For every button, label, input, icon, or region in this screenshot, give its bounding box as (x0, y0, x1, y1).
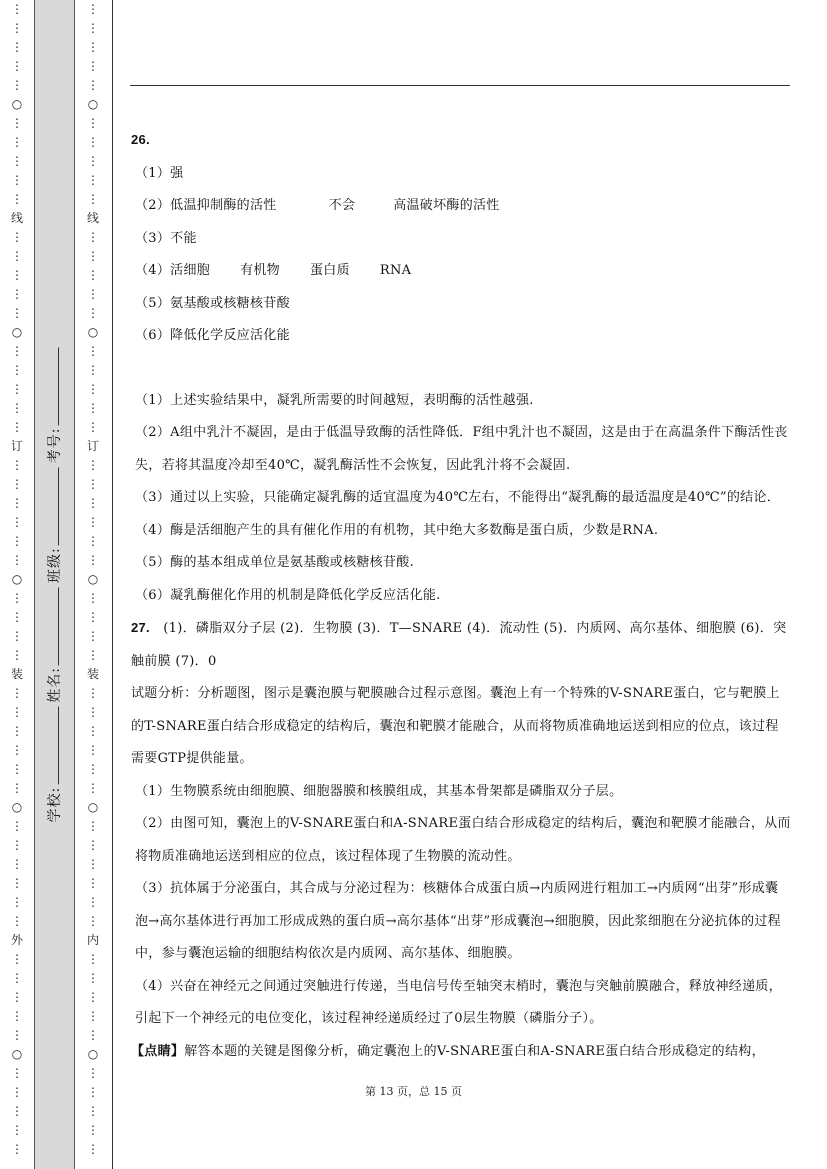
inner-binding-dot: ⋮ (87, 2, 99, 16)
outer-binding-circle: ○ (11, 800, 23, 814)
inner-binding-dot: ⋮ (87, 895, 99, 909)
inner-binding-dot: ⋮ (87, 781, 99, 795)
outer-binding-dot: ⋮ (11, 173, 23, 187)
outer-binding-dot: ⋮ (11, 724, 23, 738)
outer-binding-circle: ○ (11, 325, 23, 339)
inner-binding-dot: ⋮ (87, 420, 99, 434)
school-field: 学校: (44, 707, 64, 823)
inner-binding-dot: ⋮ (87, 705, 99, 719)
inner-binding-dot: ⋮ (87, 173, 99, 187)
outer-binding-dot: ⋮ (11, 249, 23, 263)
q26-answer-2: （2）低温抑制酶的活性 不会 高温破坏酶的活性 (135, 198, 500, 213)
q27-part-3: （3）抗体属于分泌蛋白，其合成与分泌过程为：核糖体合成蛋白质→内质网进行粗加工→内质网“出芽”形成囊泡→高尔基体进行再加工形成成熟的蛋白质→高尔基体“出芽”形成囊泡→细胞膜，因此浆细胞在分泌抗体的过程中，参与囊泡运输的细胞结构依次是内质网、高尔基体、细胞膜。 (135, 881, 781, 961)
inner-binding-circle: ○ (87, 325, 99, 339)
inner-binding-circle: ○ (87, 1047, 99, 1061)
outer-binding-dot: ⋮ (11, 952, 23, 966)
outer-binding-mark: 外 (10, 933, 23, 947)
inner-binding-dot: ⋮ (87, 534, 99, 548)
outer-binding-dot: ⋮ (11, 382, 23, 396)
inner-binding-mark: 订 (86, 439, 99, 453)
inner-binding-dot: ⋮ (87, 78, 99, 92)
inner-binding-dot: ⋮ (87, 59, 99, 73)
inner-binding-dot: ⋮ (87, 192, 99, 206)
inner-binding-dot: ⋮ (87, 21, 99, 35)
binding-margin (0, 0, 112, 1169)
inner-binding-dot: ⋮ (87, 553, 99, 567)
outer-binding-dot: ⋮ (11, 477, 23, 491)
inner-binding-dot: ⋮ (87, 154, 99, 168)
outer-binding-dot: ⋮ (11, 59, 23, 73)
outer-binding-dot: ⋮ (11, 40, 23, 54)
inner-binding-dot: ⋮ (87, 857, 99, 871)
outer-binding-dot: ⋮ (11, 895, 23, 909)
inner-binding-dot: ⋮ (87, 249, 99, 263)
inner-binding-dot: ⋮ (87, 876, 99, 890)
inner-binding-mark: 线 (86, 211, 99, 225)
q26-explanation-1: （1）上述实验结果中，凝乳所需要的时间越短，表明酶的活性越强. (135, 392, 534, 408)
outer-binding-dot: ⋮ (11, 306, 23, 320)
outer-binding-dot: ⋮ (11, 420, 23, 434)
outer-binding-dot: ⋮ (11, 268, 23, 282)
outer-binding-dot: ⋮ (11, 2, 23, 16)
page-footer: 第 13 页，总 15 页 (365, 1085, 462, 1098)
binding-border (112, 0, 113, 1169)
outer-binding-dot: ⋮ (11, 116, 23, 130)
outer-binding-dot: ⋮ (11, 1028, 23, 1042)
outer-binding-dot: ⋮ (11, 990, 23, 1004)
q26-answer-3: （3）不能 (135, 230, 197, 246)
name-field: 姓名: (44, 587, 64, 703)
outer-binding-circle: ○ (11, 572, 23, 586)
outer-binding-mark: 线 (10, 211, 23, 225)
q26-answer-5: （5）氨基酸或核糖核苷酸 (135, 295, 290, 311)
inner-binding-dot: ⋮ (87, 382, 99, 396)
header-rule (130, 85, 790, 86)
inner-binding-dot: ⋮ (87, 591, 99, 605)
inner-binding-mark: 内 (86, 933, 99, 947)
inner-binding-line (85, 0, 101, 1169)
outer-binding-dot: ⋮ (11, 21, 23, 35)
inner-binding-dot: ⋮ (87, 686, 99, 700)
inner-binding-dot: ⋮ (87, 743, 99, 757)
class-field: 班级: (44, 467, 64, 583)
inner-binding-dot: ⋮ (87, 1142, 99, 1156)
inner-binding-dot: ⋮ (87, 990, 99, 1004)
outer-binding-dot: ⋮ (11, 154, 23, 168)
inner-binding-dot: ⋮ (87, 116, 99, 130)
q27-tip: 【点睛】解答本题的关键是图像分析，确定囊泡上的V-SNARE蛋白和A-SNARE蛋白结合形成稳定的结构， (131, 1043, 765, 1059)
outer-binding-dot: ⋮ (11, 876, 23, 890)
q27-analysis: 试题分析：分析题图，图示是囊泡膜与靶膜融合过程示意图。囊泡上有一个特殊的V-SNARE蛋白，它与靶膜上的T-SNARE蛋白结合形成稳定的结构后，囊泡和靶膜才能融合，从而将物质准确地运送到相应的位点，该过程需要GTP提供能量。 (131, 686, 780, 766)
outer-binding-dot: ⋮ (11, 287, 23, 301)
outer-binding-dot: ⋮ (11, 648, 23, 662)
student-info-strip (34, 0, 75, 1169)
inner-binding-dot: ⋮ (87, 496, 99, 510)
outer-binding-dot: ⋮ (11, 78, 23, 92)
inner-binding-circle: ○ (87, 572, 99, 586)
inner-binding-dot: ⋮ (87, 819, 99, 833)
outer-binding-dot: ⋮ (11, 1104, 23, 1118)
inner-binding-dot: ⋮ (87, 458, 99, 472)
exam-number-field: 考号: (44, 348, 64, 464)
outer-binding-mark: 装 (10, 667, 23, 681)
inner-binding-mark: 装 (86, 667, 99, 681)
question-26-number: 26. (131, 132, 150, 147)
inner-binding-dot: ⋮ (87, 230, 99, 244)
q26-explanation-5: （5）酶的基本组成单位是氨基酸或核糖核苷酸. (135, 555, 415, 570)
q26-explanation-2: （2）A组中乳汁不凝固，是由于低温导致酶的活性降低．F组中乳汁也不凝固，这是由于在高温条件下酶活性丧失，若将其温度冷却至40℃，凝乳酶活性不会恢复，因此乳汁将不会凝固. (135, 425, 788, 473)
inner-binding-dot: ⋮ (87, 477, 99, 491)
inner-binding-dot: ⋮ (87, 1066, 99, 1080)
inner-binding-dot: ⋮ (87, 648, 99, 662)
inner-binding-dot: ⋮ (87, 629, 99, 643)
inner-binding-dot: ⋮ (87, 952, 99, 966)
outer-binding-dot: ⋮ (11, 496, 23, 510)
outer-binding-dot: ⋮ (11, 610, 23, 624)
inner-binding-dot: ⋮ (87, 363, 99, 377)
answer-content (131, 124, 791, 1068)
q27-part-1: （1）生物膜系统由细胞膜、细胞器膜和核膜组成，其基本骨架都是磷脂双分子层。 (135, 783, 623, 799)
outer-binding-dot: ⋮ (11, 192, 23, 206)
outer-binding-dot: ⋮ (11, 515, 23, 529)
q26-explanation-6: （6）凝乳酶催化作用的机制是降低化学反应活化能. (135, 587, 441, 603)
outer-binding-dot: ⋮ (11, 591, 23, 605)
outer-binding-dot: ⋮ (11, 363, 23, 377)
inner-binding-dot: ⋮ (87, 838, 99, 852)
outer-binding-circle: ○ (11, 97, 23, 111)
outer-binding-dot: ⋮ (11, 914, 23, 928)
student-info-fields (44, 348, 64, 823)
inner-binding-dot: ⋮ (87, 724, 99, 738)
outer-binding-dot: ⋮ (11, 534, 23, 548)
inner-binding-dot: ⋮ (87, 287, 99, 301)
inner-binding-dot: ⋮ (87, 344, 99, 358)
q27-part-4: （4）兴奋在神经元之间通过突触进行传递，当电信号传至轴突末梢时，囊泡与突触前膜融合，释放神经递质，引起下一个神经元的电位变化，该过程神经递质经过了0层生物膜（磷脂分子）。 (135, 978, 782, 1026)
outer-binding-dot: ⋮ (11, 629, 23, 643)
outer-binding-dot: ⋮ (11, 857, 23, 871)
inner-binding-circle: ○ (87, 97, 99, 111)
inner-binding-dot: ⋮ (87, 401, 99, 415)
inner-binding-dot: ⋮ (87, 971, 99, 985)
outer-binding-dot: ⋮ (11, 743, 23, 757)
inner-binding-dot: ⋮ (87, 762, 99, 776)
inner-binding-dot: ⋮ (87, 914, 99, 928)
inner-binding-dot: ⋮ (87, 135, 99, 149)
outer-binding-dot: ⋮ (11, 1085, 23, 1099)
outer-binding-dot: ⋮ (11, 762, 23, 776)
inner-binding-dot: ⋮ (87, 268, 99, 282)
outer-binding-dot: ⋮ (11, 230, 23, 244)
outer-binding-dot: ⋮ (11, 838, 23, 852)
outer-binding-dot: ⋮ (11, 1142, 23, 1156)
q26-answer-1: （1）强 (135, 165, 184, 181)
inner-binding-dot: ⋮ (87, 1028, 99, 1042)
outer-binding-dot: ⋮ (11, 458, 23, 472)
outer-binding-dot: ⋮ (11, 686, 23, 700)
inner-binding-dot: ⋮ (87, 1104, 99, 1118)
inner-binding-dot: ⋮ (87, 1085, 99, 1099)
outer-binding-dot: ⋮ (11, 344, 23, 358)
outer-binding-dot: ⋮ (11, 135, 23, 149)
inner-binding-dot: ⋮ (87, 515, 99, 529)
inner-binding-dot: ⋮ (87, 306, 99, 320)
outer-binding-mark: 订 (10, 439, 23, 453)
q26-answer-6: （6）降低化学反应活化能 (135, 328, 290, 343)
question-27-answers: 27. (1)．磷脂双分子层 (2)．生物膜 (3)．T—SNARE (4)．流动性 (5)．内质网、高尔基体、细胞膜 (6)．突触前膜 (7)．0 (131, 620, 787, 669)
outer-binding-dot: ⋮ (11, 971, 23, 985)
inner-binding-dot: ⋮ (87, 610, 99, 624)
outer-binding-dot: ⋮ (11, 781, 23, 795)
outer-binding-dot: ⋮ (11, 1009, 23, 1023)
outer-binding-dot: ⋮ (11, 1066, 23, 1080)
outer-binding-line (9, 0, 25, 1169)
inner-binding-dot: ⋮ (87, 1009, 99, 1023)
outer-binding-circle: ○ (11, 1047, 23, 1061)
inner-binding-dot: ⋮ (87, 1123, 99, 1137)
outer-binding-dot: ⋮ (11, 401, 23, 415)
inner-binding-dot: ⋮ (87, 40, 99, 54)
q26-explanation-3: （3）通过以上实验，只能确定凝乳酶的适宜温度为40℃左右，不能得出“凝乳酶的最适温度是40℃”的结论．（4）酶是活细胞产生的具有催化作用的有机物，其中绝大多数酶是蛋白质，少数是RNA. (135, 490, 781, 538)
outer-binding-dot: ⋮ (11, 553, 23, 567)
q26-answer-4: （4）活细胞 有机物 蛋白质 RNA (135, 263, 412, 278)
outer-binding-dot: ⋮ (11, 1123, 23, 1137)
q27-part-2: （2）由图可知，囊泡上的V-SNARE蛋白和A-SNARE蛋白结合形成稳定的结构后，囊泡和靶膜才能融合，从而将物质准确地运送到相应的位点，该过程体现了生物膜的流动性。 (135, 816, 791, 864)
inner-binding-circle: ○ (87, 800, 99, 814)
outer-binding-dot: ⋮ (11, 705, 23, 719)
outer-binding-dot: ⋮ (11, 819, 23, 833)
